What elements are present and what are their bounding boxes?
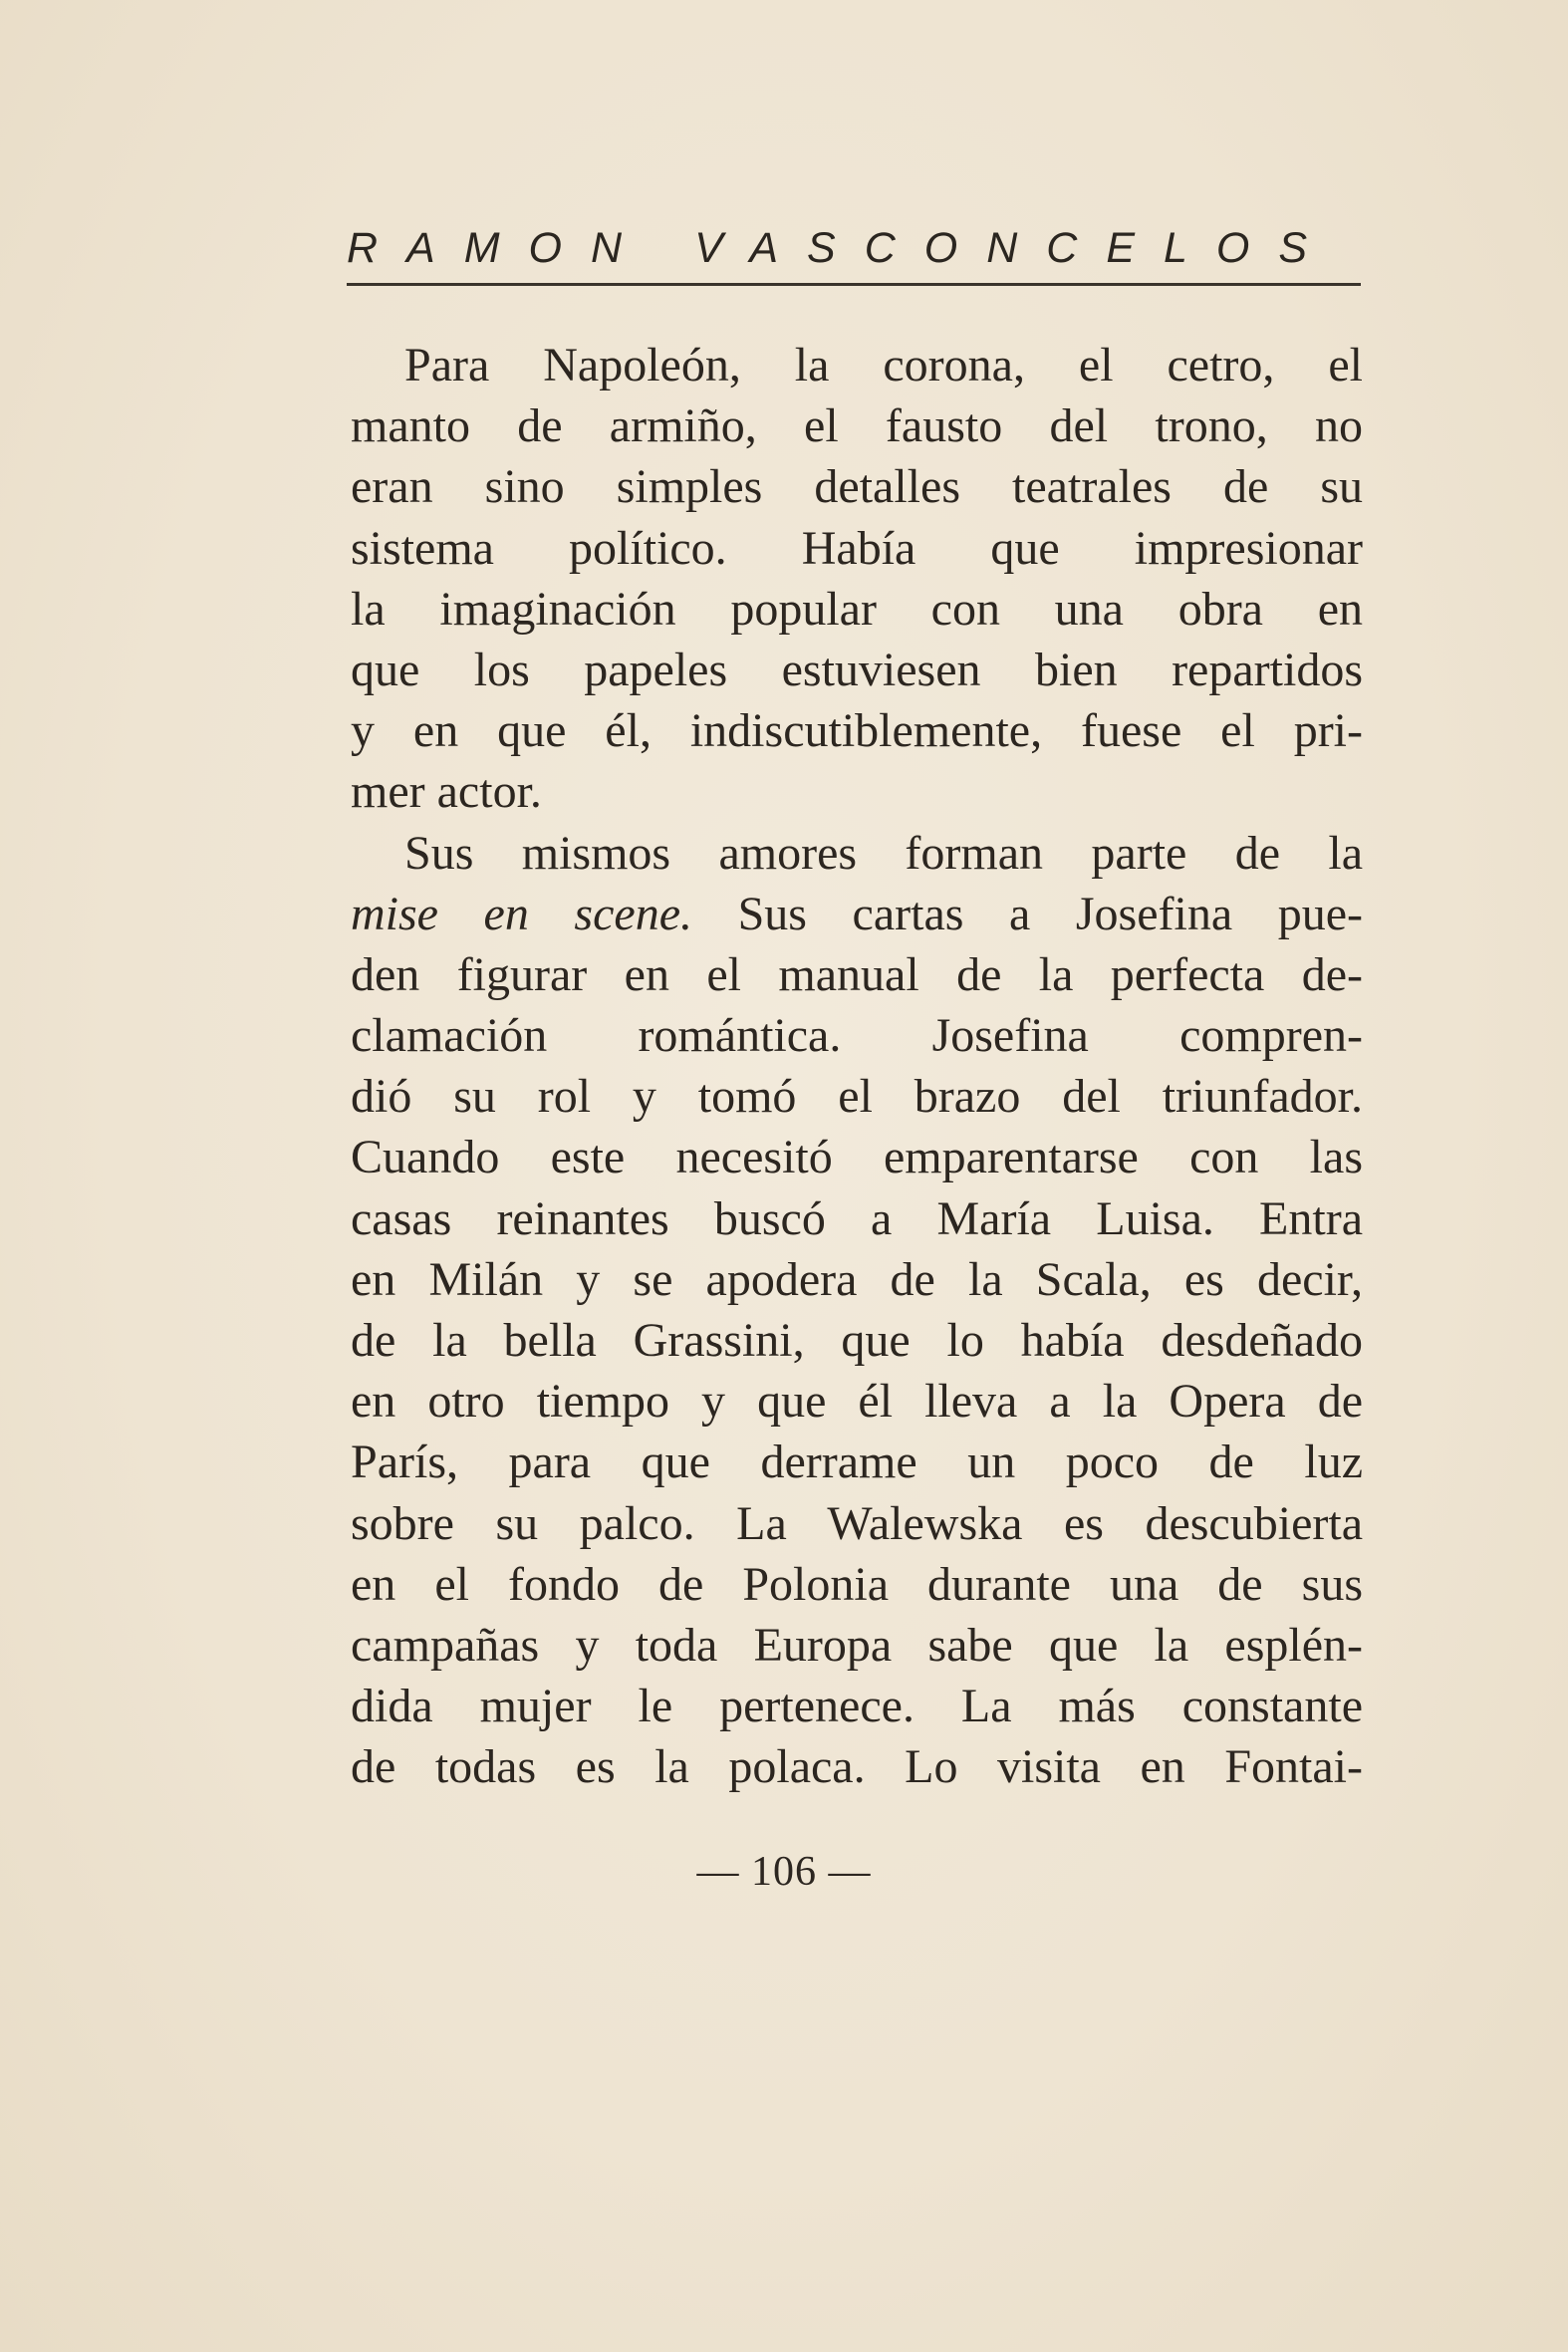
text-line: que los papeles estuviesen bien repartidos bbox=[351, 643, 1363, 696]
text-line: en Milán y se apodera de la Scala, es decir, bbox=[351, 1252, 1363, 1306]
text-line: den figurar en el manual de la perfecta de- bbox=[351, 947, 1363, 1001]
text-line: clamación romántica. Josefina compren- bbox=[351, 1009, 1363, 1063]
text-line: en el fondo de Polonia durante una de sus bbox=[351, 1557, 1363, 1611]
text-line: Cuando este necesitó emparentarse con las bbox=[351, 1131, 1363, 1184]
author-first-name: RAMON bbox=[347, 224, 652, 272]
text-line: Sus cartas a Josefina pue- bbox=[737, 887, 1363, 940]
italic-phrase: mise en scene. bbox=[351, 887, 693, 940]
text-line: sistema político. Había que impresionar bbox=[351, 521, 1363, 575]
text-line: dida mujer le pertenece. La más constante bbox=[351, 1680, 1363, 1733]
page-number: — 106 — bbox=[696, 1849, 872, 1895]
text-line: dió su rol y tomó el brazo del triunfador. bbox=[351, 1070, 1363, 1124]
text-line: eran sino simples detalles teatrales de su bbox=[351, 460, 1363, 514]
text-line: Sus mismos amores forman parte de la bbox=[404, 826, 1363, 880]
text-line: y en que él, indiscutiblemente, fuese el pri- bbox=[351, 704, 1363, 758]
text-line: sobre su palco. La Walewska es descubierta bbox=[351, 1496, 1363, 1550]
running-header bbox=[347, 221, 1361, 286]
paragraph-1 bbox=[351, 335, 1363, 823]
paragraph-2 bbox=[351, 823, 1363, 1798]
text-line: Para Napoleón, la corona, el cetro, el bbox=[404, 339, 1363, 392]
text-line: manto de armiño, el fausto del trono, no bbox=[351, 399, 1363, 453]
text-line: en otro tiempo y que él lleva a la Opera de bbox=[351, 1375, 1363, 1429]
text-line: la imaginación popular con una obra en bbox=[351, 582, 1363, 636]
text-line: de todas es la polaca. Lo visita en Fontai- bbox=[351, 1740, 1363, 1794]
text-line: campañas y toda Europa sabe que la esplén- bbox=[351, 1618, 1363, 1672]
text-line: mer actor. bbox=[351, 765, 542, 819]
text-line-mixed bbox=[351, 884, 1363, 944]
text-line: casas reinantes buscó a María Luisa. Entra bbox=[351, 1191, 1363, 1245]
text-line: de la bella Grassini, que lo había desdeñado bbox=[351, 1314, 1363, 1367]
author-last-name: VASCONCELOS bbox=[694, 224, 1337, 272]
body-text bbox=[351, 335, 1363, 1798]
text-line: París, para que derrame un poco de luz bbox=[351, 1436, 1363, 1489]
